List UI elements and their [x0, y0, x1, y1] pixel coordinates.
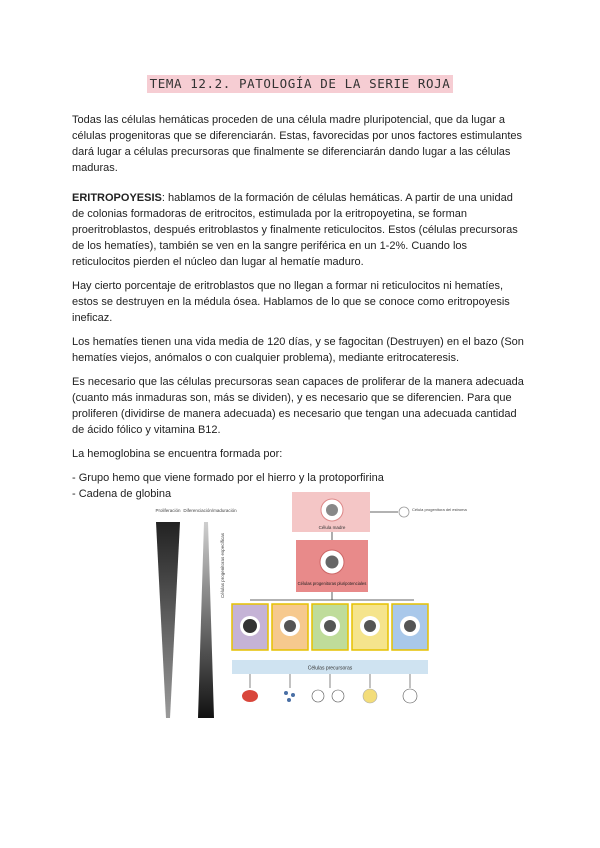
page-title [0, 76, 600, 91]
label-differentiation: Diferenciación/maduración [183, 508, 237, 513]
platelet-cell [287, 698, 291, 702]
differentiation-wedge [198, 522, 214, 718]
eritropoyesis-text: : hablamos de la formación de células hemáticas. A partir de una unidad de colonias formadoras de eritrocitos, estimulada por la eritropoyetina, se forman proeritroblastos, después eritroblastos y finalmente reticulocitos. Estos (células precursoras de los hematíes), también se ven en la sangre periférica en un 1-2%. Cuando los reticulocitos pierden el núcleo dan lugar al hematíe maduro. [72, 192, 518, 268]
monocyte-cell [312, 690, 324, 702]
precursor-bar-label: Células precursoras [307, 665, 353, 672]
stem-cell-nucleus [326, 504, 338, 516]
platelet-cell [291, 693, 295, 697]
label-progenitor-side: Células progenitoras específicas [220, 532, 225, 598]
lineage-nucleus [243, 619, 257, 633]
eritropoyesis-term: ERITROPOYESIS [72, 192, 162, 204]
lineage-nucleus [324, 620, 336, 632]
intro-paragraph: Todas las células hemáticas proceden de una célula madre pluripotencial, que da lugar a células progenitoras que se diferenciarán. Estas, favorecidas por unos factores estimulantes dará lugar a células precursoras que finalmente se diferenciarán dando lugar a las células maduras. [72, 114, 523, 174]
hematopoiesis-figure [140, 488, 470, 736]
macrophage-cell [332, 690, 344, 702]
platelet-cell [284, 691, 288, 695]
title-highlight: TEMA 12.2. PATOLOGÍA DE LA SERIE ROJA [147, 75, 454, 93]
list-item: - Cadena de globina [72, 488, 172, 500]
eosinophil-cell [363, 689, 377, 703]
lineage-nucleus [404, 620, 416, 632]
mature-cells [242, 674, 417, 703]
neutrophil-cell [403, 689, 417, 703]
stem-box-label: Célula madre [318, 525, 346, 530]
paragraph-hemoglobina: La hemoglobina se encuentra formada por: [72, 448, 283, 460]
eritropoyesis-paragraph [72, 190, 524, 270]
proliferation-wedge [156, 522, 180, 718]
paragraph-vida-media: Los hematíes tienen una vida media de 120 días, y se fagocitan (Destruyen) en el bazo (Son hematíes viejos, anómalos o con cualquier problema), mediante eritrocateresis. [72, 336, 524, 364]
paragraph-proliferar: Es necesario que las células precursoras sean capaces de proliferar de la manera adecuada (cuanto más inmaduras son, más se dividen), y es necesario que se diferencien. Para que proliferen (dividirse de manera adecuada) es necesario que tengan una adecuada cantidad de ácido fólico y vitamina B12. [72, 376, 524, 436]
lineage-nucleus [364, 620, 376, 632]
erythrocyte-cell [242, 690, 258, 702]
lineage-boxes [232, 604, 428, 650]
list-item: - Grupo hemo que viene formado por el hierro y la protoporfirina [72, 472, 384, 484]
progenitor-nucleus [326, 556, 339, 569]
stem-side-label: Célula progenitora del estroma [412, 507, 467, 512]
paragraph-ineficaz: Hay cierto porcentaje de eritroblastos que no llegan a formar ni reticulocitos ni hematíes, estos se destruyen en la médula ósea. Hablamos de lo que se conoce como eritropoyesis ineficaz. [72, 280, 510, 324]
body-text [72, 112, 524, 502]
lineage-nucleus [284, 620, 296, 632]
stroma-cell [399, 507, 409, 517]
progenitor-box-label: Células progenitoras pluripotenciales [297, 581, 367, 586]
hematopoiesis-diagram [140, 488, 470, 736]
label-proliferation: Proliferación [155, 508, 181, 513]
